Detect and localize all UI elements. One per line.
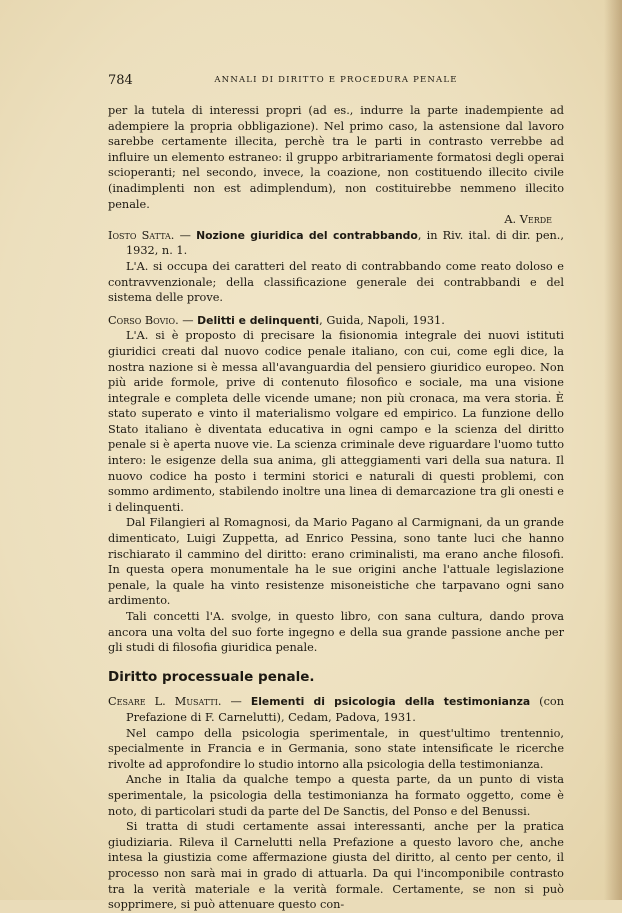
- review-paragraph: Si tratta di studi certamente assai interessanti, anche per la pratica giudiziaria. Rileva il Carnelutti nella Prefazione a questo lavoro che, anche intesa la giustizia come affermazione giusta del diritto, al cento per cento, il processo non sarà mai in grado di attuarla. Da qui l'incomponibile contrasto tra la verità materiale e la verità formale. Certamente, se non si può sopprimere, si può attenuare questo con-: [108, 820, 564, 912]
- bibliographic-entry: [108, 313, 564, 329]
- entry-dash: —: [178, 313, 198, 327]
- review-paragraph: Dal Filangieri al Romagnosi, da Mario Pagano al Carmignani, da un grande dimenticato, Luigi Zuppetta, ad Enrico Pessina, sono tante luci che hanno rischiarato il cammino del diritto: erano criminalisti, ma erano anche filosofi. In questa opera monumentale ha le sue origini anche l'attuale legislazione penale, la quale ha vinto resistenze misoneistiche che tarpavano ogni sano ardimento.: [108, 516, 564, 608]
- entry-title: Delitti e delinquenti: [197, 313, 320, 327]
- review-signature: A. Verde: [504, 213, 552, 227]
- entry-author: Corso Bovio.: [108, 313, 179, 327]
- review-paragraph: Nel campo della psicologia sperimentale, in quest'ultimo trentennio, specialmente in Francia e in Germania, sono state intensificate le ricerche rivolte ad approfondire lo studio intorno alla psicologia della testimonianza.: [108, 726, 564, 771]
- entry-publication: , in Riv. ital. di dir. pen., 1932, n. 1.: [126, 228, 564, 258]
- review-continuation: per la tutela di interessi propri (ad es., indurre la parte inadempiente ad adempiere la propria obbligazione). Nel primo caso, la astensione dal lavoro sarebbe certamente illecita, perchè tra le parti in contrasto verrebbe ad influire un elemento estraneo: il gruppo arbitrariamente formatosi degli operai scioperanti; nel secondo, invece, la coazione, non costituendo illecito civile (inadimplenti non est adimplendum), non costituirebbe nemmeno illecito penale.: [108, 104, 564, 211]
- entry-author: Cesare L. Musatti.: [108, 695, 222, 709]
- page-content: [108, 103, 564, 913]
- bibliographic-entry: [108, 228, 564, 259]
- page-number: 784: [108, 73, 133, 88]
- entry-publication: , Guida, Napoli, 1931.: [319, 313, 445, 327]
- entry-author: Iosto Satta.: [108, 228, 175, 242]
- entry-publication: (con Prefazione di F. Carnelutti), Cedam, Padova, 1931.: [126, 695, 564, 724]
- bibliographic-entry: [108, 694, 564, 725]
- entry-title: Nozione giuridica del contrabbando: [196, 228, 418, 242]
- running-title: ANNALI DI DIRITTO E PROCEDURA PENALE: [214, 75, 458, 85]
- page-header: [108, 73, 564, 89]
- review-paragraph: L'A. si è proposto di precisare la fisionomia integrale dei nuovi istituti giuridici creati dal nuovo codice penale italiano, con cui, come egli dice, la nostra nazione si è messa all'avanguardia del pensiero giuridico europeo. Non più aride formole, prive di contenuto filosofico e sociale, ma una visione integrale e completa delle vicende umane; non più cronaca, ma vera storia. È stato superato e vinto il materialismo volgare ed empirico. La funzione dello Stato italiano è diventata educativa in ogni campo e la scienza del diritto penale si è aperta nuove vie. La scienza criminale deve riguardare l'uomo tutto intero: le esigenze della sua anima, gli atteggiamenti vari della sua natura. Il nuovo codice ha posto i termini storici e naturali di questi problemi, con sommo ardimento, stabilendo inoltre una linea di demarcazione tra gli onesti e i delinquenti.: [108, 329, 564, 514]
- page-edge-shadow: [604, 0, 622, 900]
- entry-dash: —: [174, 228, 197, 242]
- entry-title: Elementi di psicologia della testimonianza: [250, 695, 531, 709]
- review-paragraph: L'A. si occupa dei caratteri del reato di contrabbando come reato doloso e contravvenzionale; della classificazione generale dei contrabbandi e del sistema delle prove.: [108, 259, 564, 305]
- entry-dash: —: [221, 695, 251, 709]
- review-paragraph: Tali concetti l'A. svolge, in questo libro, con sana cultura, dando prova ancora una volta del suo forte ingegno e della sua grande passione anche per gli studi di filosofia giuridica penale.: [108, 610, 564, 655]
- section-heading: Diritto processuale penale.: [108, 668, 315, 685]
- review-paragraph: Anche in Italia da qualche tempo a questa parte, da un punto di vista sperimentale, la psicologia della testimonianza ha formato oggetto, come è noto, di particolari studi da parte del De Sanctis, del Ponso e del Benussi.: [108, 773, 564, 818]
